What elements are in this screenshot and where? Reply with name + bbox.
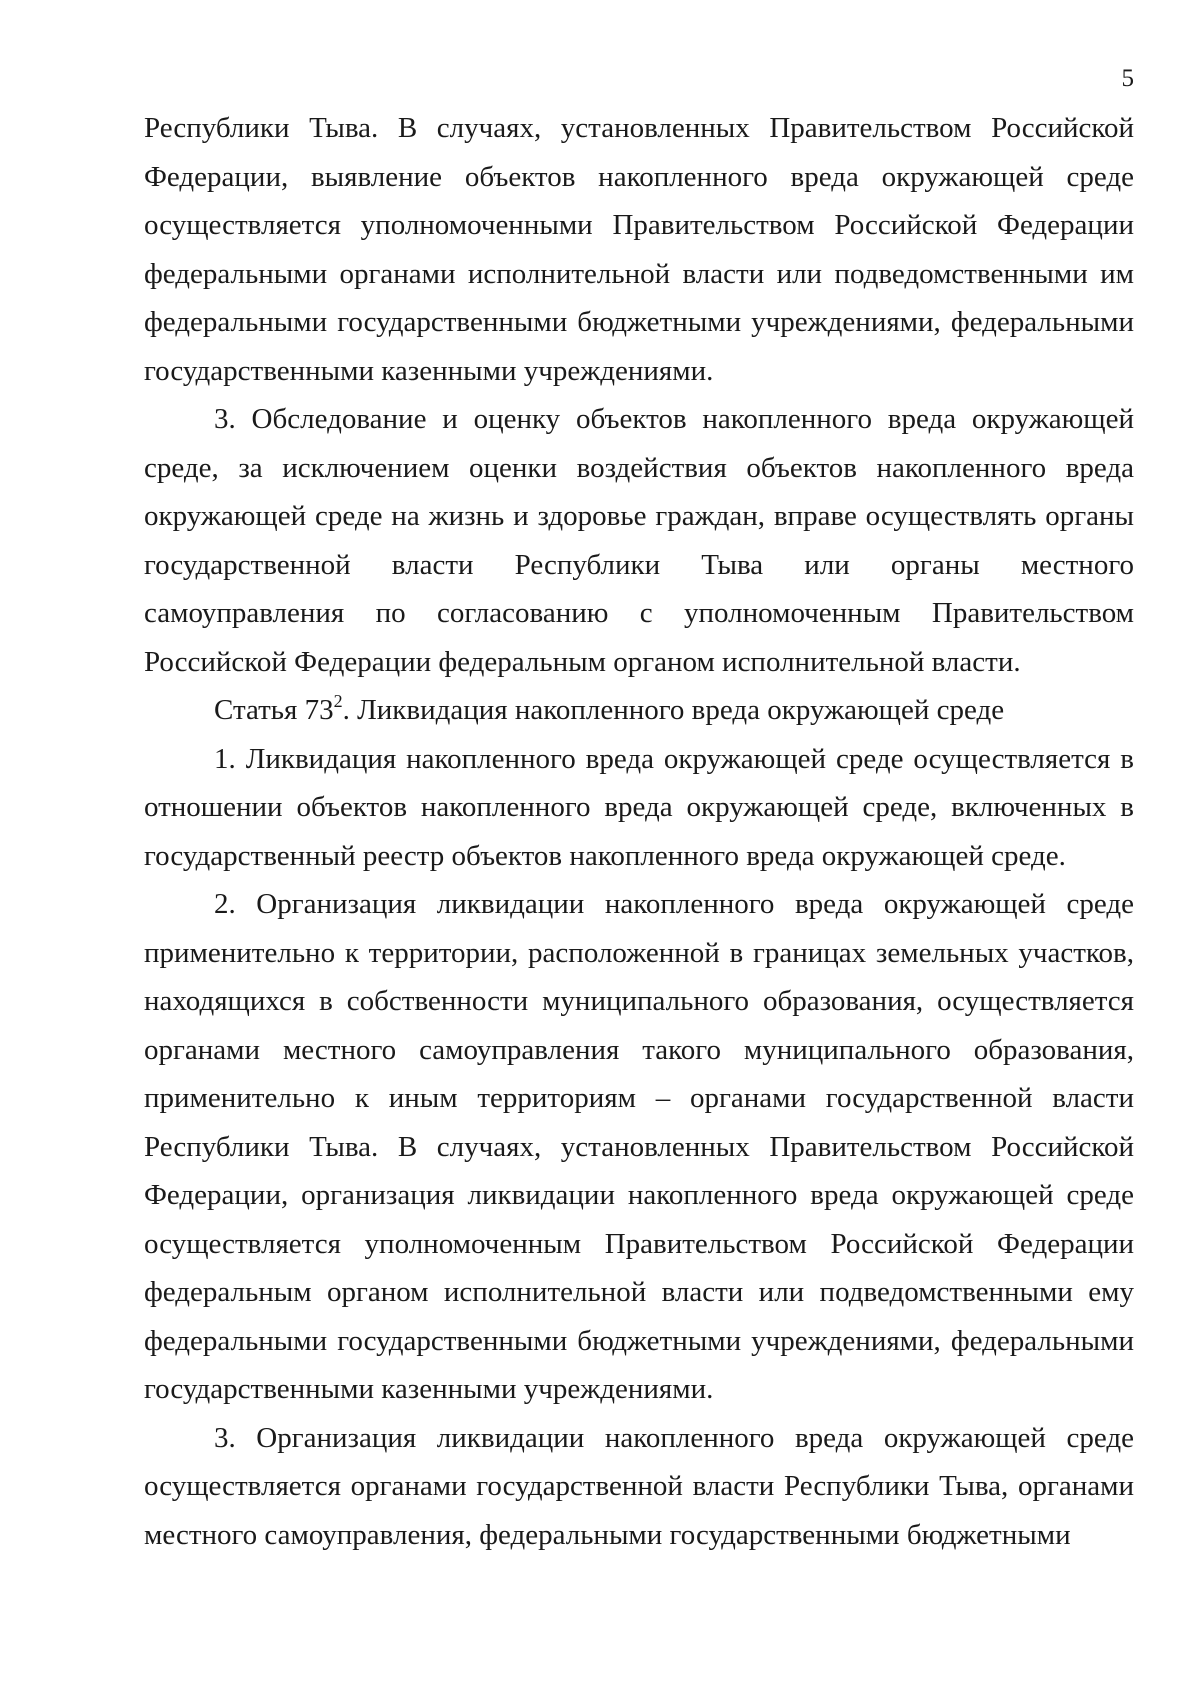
article-paragraph-2: 2. Организация ликвидации накопленного вреда окружающей среде применительно к территории, расположенной в границах земельных участков, находящихся в собственности муниципального образования, осуществляется органами местного самоуправления такого муниципального образования, применительно к иным территориям – органами государственной власти Республики Тыва. В случаях, установленных Правительством Российской Федерации, организация ликвидации накопленного вреда окружающей среде осуществляется уполномоченным Правительством Российской Федерации федеральным органом исполнительной власти или подведомственными ему федеральными государственными бюджетными учреждениями, федеральными государственными казенными учреждениями. [144,888,1134,1405]
page-number: 5 [1121,65,1134,92]
article-heading [144,686,1134,735]
article-superscript: 2 [333,691,343,711]
paragraph-continuation: Республики Тыва. В случаях, установленных Правительством Российской Федерации, выявление объектов накопленного вреда окружающей среде осуществляется уполномоченными Правительством Российской Федерации федеральными органами исполнительной власти или подведомственными им федеральными государственными бюджетными учреждениями, федеральными государственными казенными учреждениями. [144,112,1134,387]
article-title: . Ликвидация накопленного вреда окружающей среде [342,694,1005,726]
paragraph-item-3: 3. Обследование и оценку объектов накопленного вреда окружающей среде, за исключением оценки воздействия объектов накопленного вреда окружающей среде на жизнь и здоровье граждан, вправе осуществлять органы государственной власти Республики Тыва или органы местного самоуправления по согласованию с уполномоченным Правительством Российской Федерации федеральным органом исполнительной власти. [144,403,1134,678]
article-paragraph-3: 3. Организация ликвидации накопленного вреда окружающей среде осуществляется органами государственной власти Республики Тыва, органами местного самоуправления, федеральными государственными бюджетными [144,1421,1134,1551]
article-number: Статья 73 [214,694,334,726]
article-paragraph-1: 1. Ликвидация накопленного вреда окружающей среде осуществляется в отношении объектов накопленного вреда окружающей среде, включенных в государственный реестр объектов накопленного вреда окружающей среде. [144,742,1134,872]
document-body [144,104,1134,1559]
